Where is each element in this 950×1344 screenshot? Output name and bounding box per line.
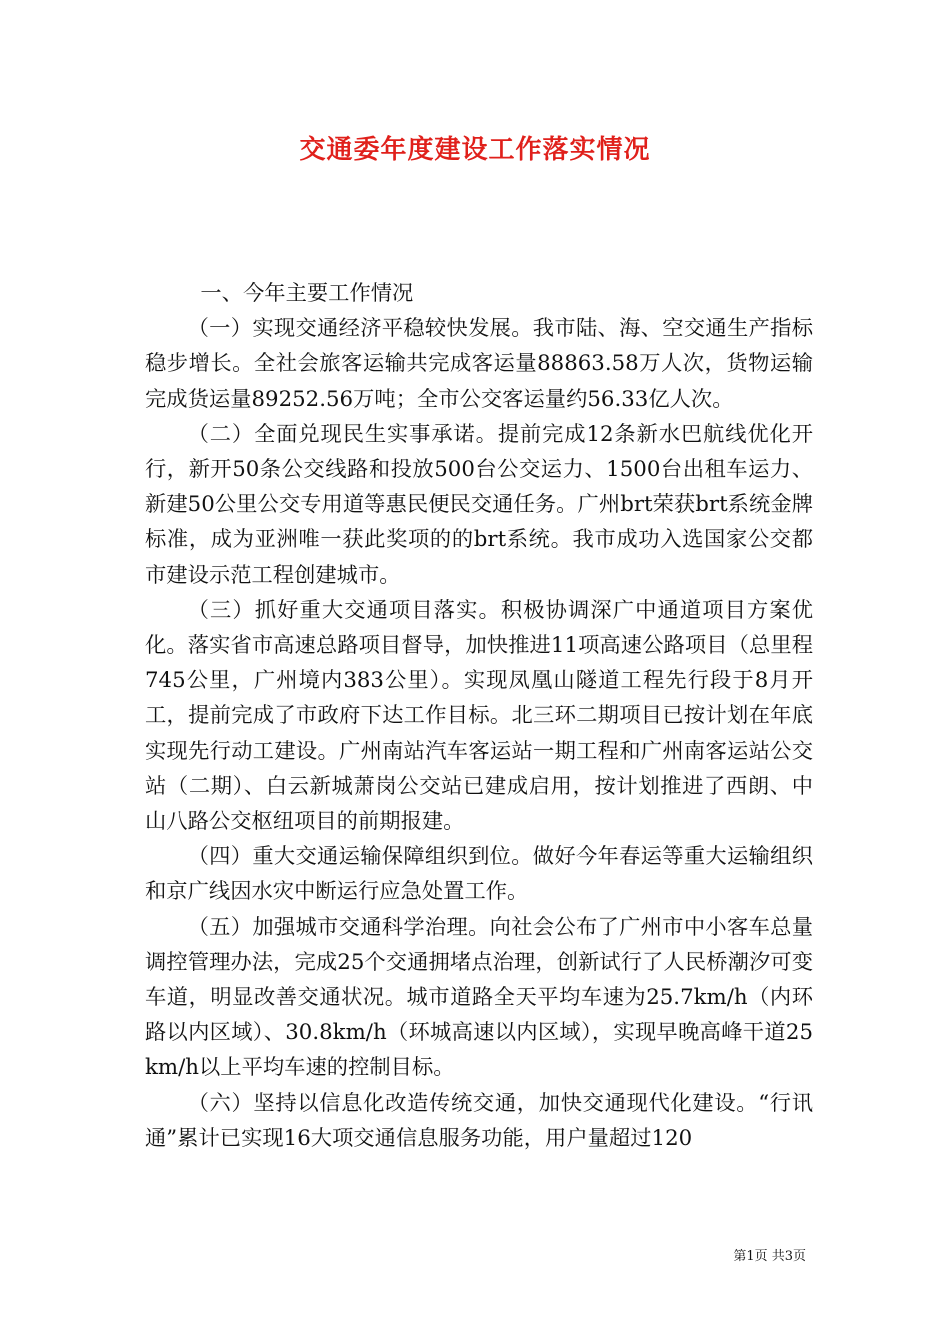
paragraph-6: （六）坚持以信息化改造传统交通，加快交通现代化建设。“行讯通”累计已实现16大项交通信息服务功能，用户量超过120: [145, 1090, 813, 1151]
paragraph-3: （三）抓好重大交通项目落实。积极协调深广中通道项目方案优化。落实省市高速总路项目督导，加快推进11项高速公路项目（总里程745公里，广州境内383公里）。实现凤凰山隧道工程先行段于8月开工，提前完成了市政府下达工作目标。北三环二期项目已按计划在年底实现先行动工建设。广州南站汽车客运站一期工程和广州南客运站公交站（二期）、白云新城萧岗公交站已建成启用，按计划推进了西朗、中山八路公交枢纽项目的前期报建。: [145, 597, 813, 835]
paragraph-1: （一）实现交通经济平稳较快发展。我市陆、海、空交通生产指标稳步增长。全社会旅客运输共完成客运量88863.58万人次，货物运输完成货运量89252.56万吨；全市公交客运量约56.33亿人次。: [145, 316, 813, 412]
paragraph-2: （二）全面兑现民生实事承诺。提前完成12条新水巴航线优化开行，新开50条公交线路和投放500台公交运力、1500台出租车运力、新建50公里公交专用道等惠民便民交通任务。广州brt荣获brt系统金牌标准，成为亚洲唯一获此奖项的的brt系统。我市成功入选国家公交都市建设示范工程创建城市。: [145, 421, 813, 588]
paragraph-5: （五）加强城市交通科学治理。向社会公布了广州市中小客车总量调控管理办法，完成25个交通拥堵点治理，创新试行了人民桥潮汐可变车道，明显改善交通状况。城市道路全天平均车速为25.7km/h（内环路以内区域）、30.8km/h（环城高速以内区域），实现早晚高峰干道25km/h以上平均车速的控制目标。: [145, 914, 813, 1081]
document-body: [145, 276, 813, 1156]
page-title: 交通委年度建设工作落实情况: [299, 135, 651, 165]
section-heading: 一、今年主要工作情况: [200, 281, 414, 306]
paragraph-4: （四）重大交通运输保障组织到位。做好今年春运等重大运输组织和京广线因水灾中断运行应急处置工作。: [145, 844, 813, 905]
page-number: 第1页 共3页: [733, 1249, 806, 1264]
